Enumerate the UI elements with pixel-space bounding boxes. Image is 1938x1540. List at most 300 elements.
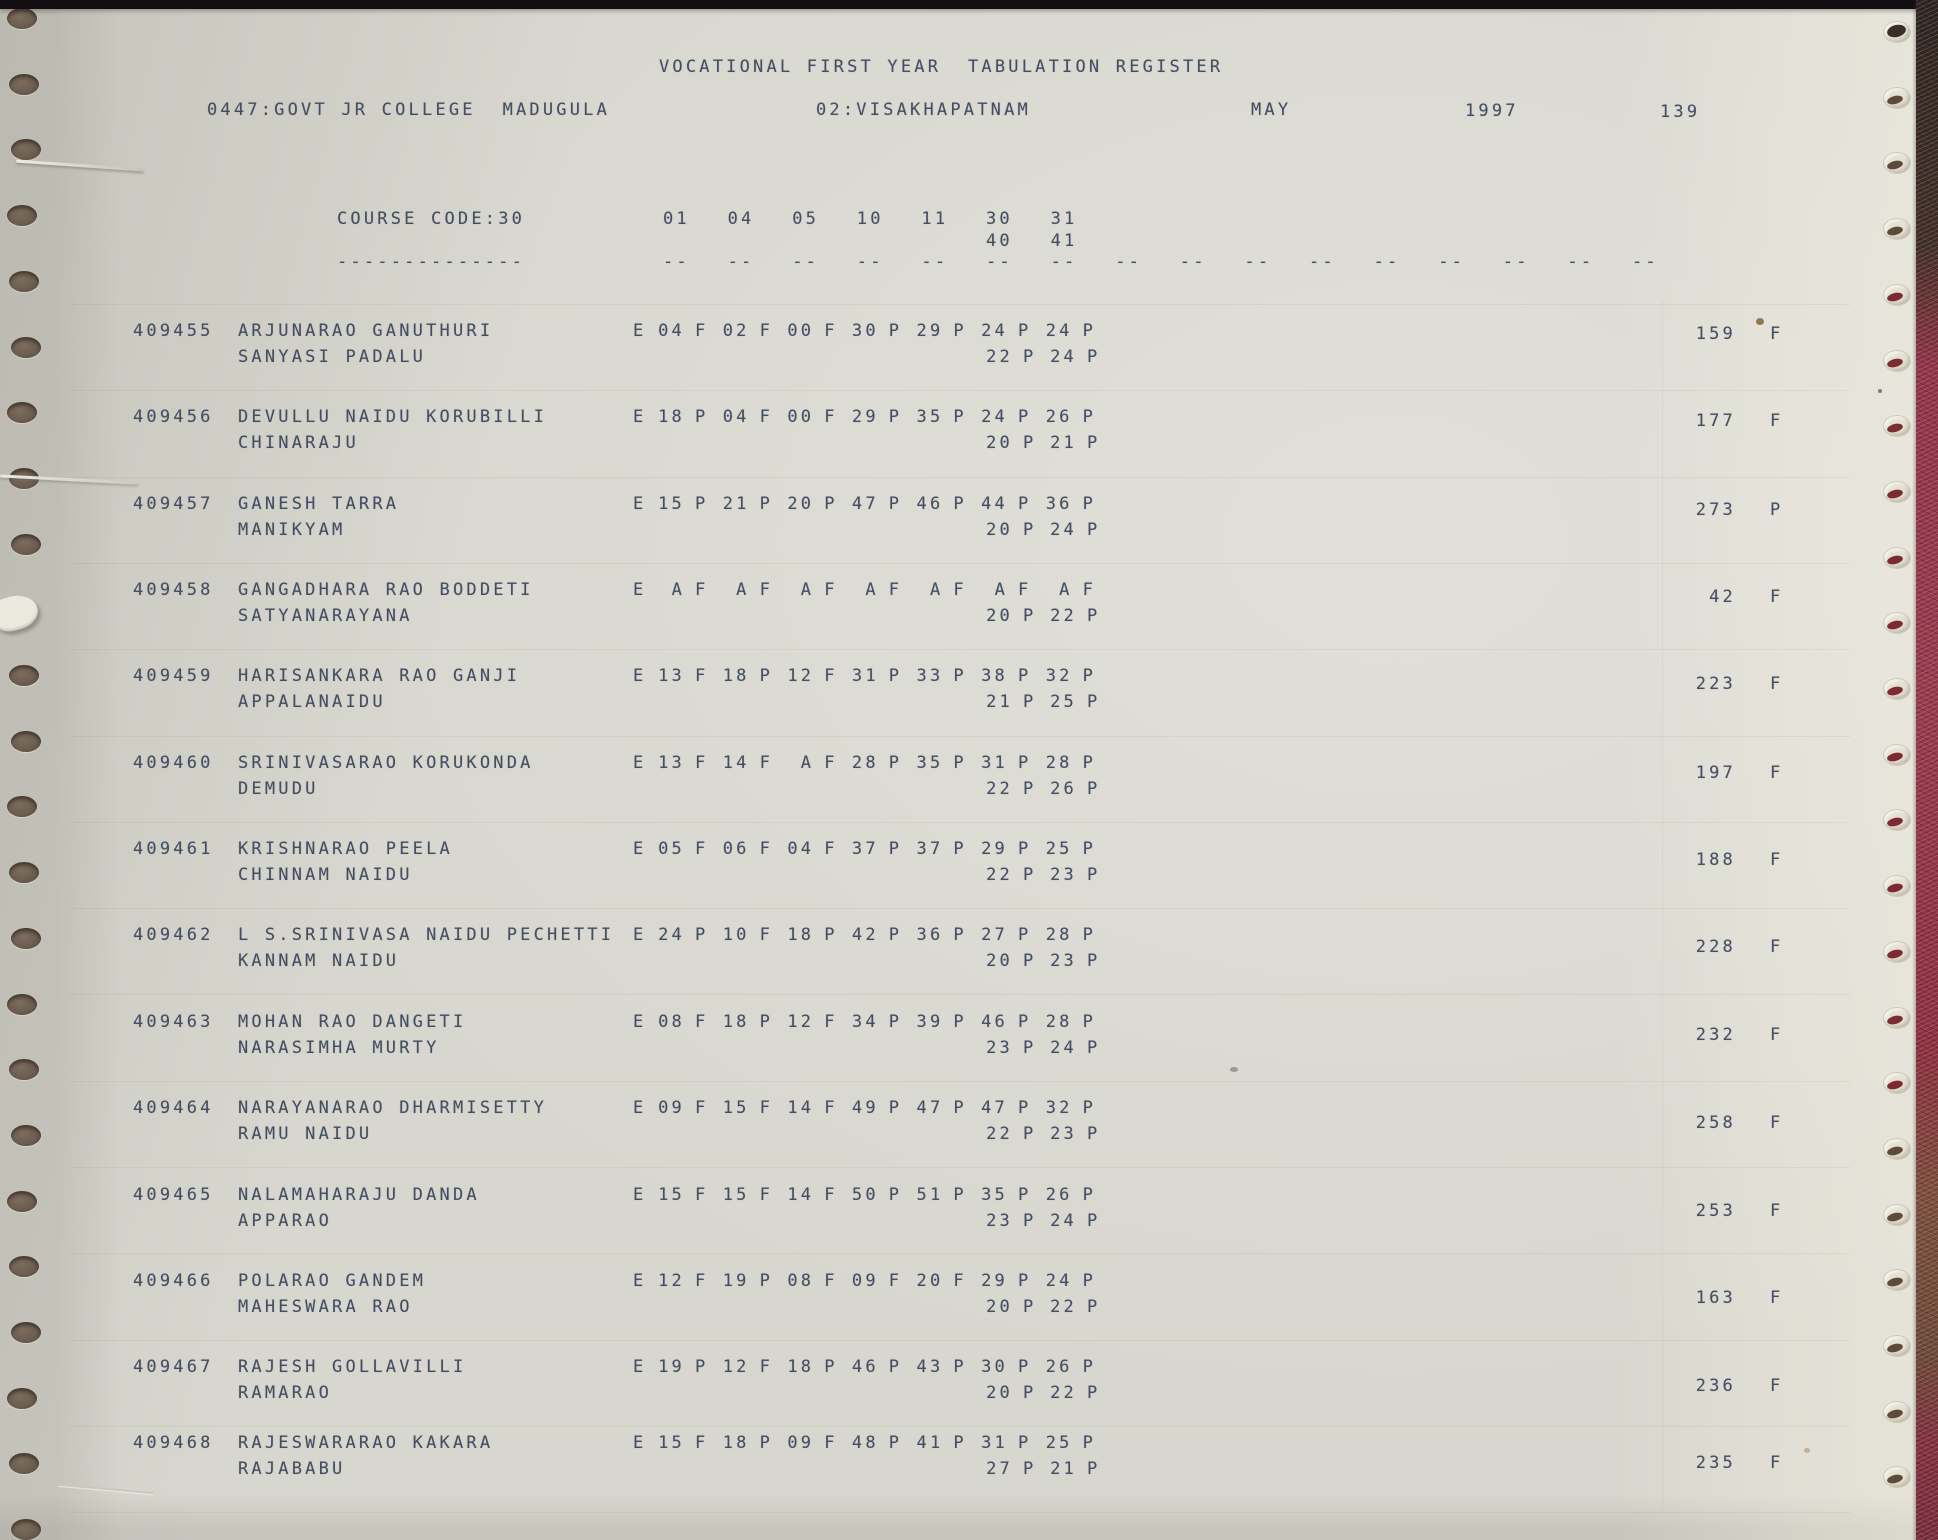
mark-grade: F bbox=[695, 1185, 709, 1205]
mark-value: 46 bbox=[981, 1012, 1008, 1032]
faint-rule bbox=[70, 1340, 1850, 1341]
mark-grade: P bbox=[1082, 1012, 1097, 1032]
mark-grade: F bbox=[759, 925, 774, 945]
mark-grade-second: P bbox=[1087, 692, 1101, 712]
total-marks: 163 bbox=[1695, 1288, 1736, 1308]
sprocket-hole bbox=[1884, 679, 1910, 699]
mark-value-second: 27 bbox=[986, 1459, 1013, 1479]
student-name-line2: MAHESWARA RAO bbox=[238, 1297, 413, 1317]
subject-code-second: 40 bbox=[986, 231, 1013, 251]
mark-value-second: 22 bbox=[1050, 606, 1077, 626]
faint-rule bbox=[70, 649, 1850, 650]
mark-value: 37 bbox=[851, 839, 879, 859]
mark-grade: P bbox=[695, 494, 709, 514]
sprocket-hole bbox=[7, 205, 37, 226]
hole-shadow bbox=[1886, 225, 1903, 237]
mark-grade: F bbox=[695, 1012, 709, 1032]
mark-value: 18 bbox=[658, 407, 685, 427]
mark-value: 12 bbox=[722, 1357, 750, 1377]
mark-value: 05 bbox=[658, 839, 685, 859]
mark-value: 26 bbox=[1045, 1185, 1073, 1205]
mark-grade: F bbox=[1018, 580, 1032, 600]
mark-value: 29 bbox=[916, 321, 944, 341]
student-name-line1: RAJESH GOLLAVILLI bbox=[238, 1357, 467, 1377]
mark-grade: P bbox=[953, 494, 967, 514]
mark-value: 43 bbox=[916, 1357, 944, 1377]
scan-edge-top bbox=[0, 0, 1938, 9]
mark-value: 36 bbox=[1045, 494, 1073, 514]
sprocket-hole bbox=[1884, 22, 1910, 42]
mark-value: 08 bbox=[658, 1012, 685, 1032]
paper-speck bbox=[1756, 318, 1764, 325]
medium-code: E bbox=[633, 839, 647, 859]
mark-value-second: 22 bbox=[986, 1124, 1013, 1144]
mark-grade-second: P bbox=[1087, 347, 1101, 367]
mark-grade-second: P bbox=[1087, 779, 1101, 799]
mark-grade-second: P bbox=[1023, 865, 1037, 885]
register-row bbox=[0, 580, 1938, 640]
page-title: VOCATIONAL FIRST YEAR TABULATION REGISTER bbox=[659, 57, 1224, 77]
mark-value: 10 bbox=[722, 925, 750, 945]
student-name-line1: NALAMAHARAJU DANDA bbox=[238, 1185, 480, 1205]
mark-value: 15 bbox=[658, 1433, 685, 1453]
mark-value: 47 bbox=[851, 494, 879, 514]
sprocket-hole bbox=[1884, 482, 1910, 502]
student-name-line2: RAMU NAIDU bbox=[238, 1124, 373, 1144]
mark-grade: P bbox=[953, 1012, 967, 1032]
mark-value: 06 bbox=[722, 839, 750, 859]
mark-value: 48 bbox=[851, 1433, 879, 1453]
mark-value-second: 23 bbox=[1050, 951, 1077, 971]
mark-value: 18 bbox=[787, 925, 815, 945]
mark-value-second: 23 bbox=[986, 1038, 1013, 1058]
sprocket-hole bbox=[1884, 876, 1910, 896]
register-row bbox=[0, 1185, 1938, 1245]
mark-grade: P bbox=[1018, 321, 1032, 341]
mark-grade: F bbox=[695, 321, 709, 341]
mark-grade: F bbox=[824, 839, 838, 859]
mark-grade: P bbox=[888, 753, 903, 773]
mark-grade: P bbox=[824, 1357, 838, 1377]
column-dash: -- bbox=[1567, 252, 1595, 272]
mark-value: 49 bbox=[851, 1098, 879, 1118]
mark-value: 51 bbox=[916, 1185, 944, 1205]
mark-value: 31 bbox=[851, 666, 879, 686]
mark-grade: F bbox=[759, 580, 774, 600]
mark-value: 00 bbox=[787, 407, 815, 427]
mark-grade: P bbox=[759, 1433, 774, 1453]
mark-value: 28 bbox=[1045, 925, 1073, 945]
student-name-line2: RAJABABU bbox=[238, 1459, 346, 1479]
mark-value: 35 bbox=[916, 753, 944, 773]
total-marks: 273 bbox=[1695, 500, 1736, 520]
mark-grade: P bbox=[953, 1357, 967, 1377]
medium-code: E bbox=[633, 753, 647, 773]
register-row bbox=[0, 753, 1938, 813]
result-flag: F bbox=[1770, 1201, 1784, 1221]
registration-number: 409455 bbox=[133, 321, 214, 341]
medium-code: E bbox=[633, 1185, 647, 1205]
sprocket-hole bbox=[7, 1388, 37, 1409]
mark-value: 29 bbox=[851, 407, 879, 427]
mark-grade: P bbox=[953, 753, 967, 773]
register-row bbox=[0, 1357, 1938, 1417]
mark-grade: F bbox=[824, 753, 838, 773]
mark-grade: P bbox=[824, 925, 838, 945]
column-dash: -- bbox=[1050, 252, 1078, 272]
result-flag: F bbox=[1770, 411, 1784, 431]
sprocket-hole bbox=[1884, 285, 1910, 305]
mark-value: 12 bbox=[658, 1271, 685, 1291]
registration-number: 409464 bbox=[133, 1098, 214, 1118]
exam-year: 1997 bbox=[1465, 101, 1519, 121]
mark-grade-second: P bbox=[1087, 1038, 1101, 1058]
column-dash: -- bbox=[792, 252, 820, 272]
faint-rule bbox=[70, 1167, 1850, 1168]
mark-value: A bbox=[800, 753, 815, 773]
mark-value: 38 bbox=[981, 666, 1008, 686]
mark-grade: P bbox=[1082, 1357, 1097, 1377]
mark-value: 29 bbox=[981, 839, 1008, 859]
mark-value: 25 bbox=[1045, 1433, 1073, 1453]
faint-rule bbox=[70, 1253, 1850, 1254]
mark-grade: P bbox=[888, 1012, 903, 1032]
mark-value: A bbox=[994, 580, 1008, 600]
mark-grade: P bbox=[953, 839, 967, 859]
mark-value: 25 bbox=[1045, 839, 1073, 859]
mark-value: 18 bbox=[787, 1357, 815, 1377]
student-name-line2: DEMUDU bbox=[238, 779, 319, 799]
mark-value: 19 bbox=[658, 1357, 685, 1377]
total-marks: 42 bbox=[1709, 587, 1736, 607]
mark-value: 24 bbox=[1045, 321, 1073, 341]
mark-value: 27 bbox=[981, 925, 1008, 945]
student-name-line2: NARASIMHA MURTY bbox=[238, 1038, 440, 1058]
hole-shadow bbox=[1886, 160, 1903, 172]
sprocket-hole bbox=[11, 1125, 41, 1146]
mark-value: 21 bbox=[722, 494, 750, 514]
registration-number: 409456 bbox=[133, 407, 214, 427]
faint-rule bbox=[70, 994, 1850, 995]
mark-grade-second: P bbox=[1023, 1459, 1037, 1479]
mark-value: A bbox=[865, 580, 879, 600]
mark-value: 04 bbox=[787, 839, 815, 859]
hole-shadow bbox=[1886, 817, 1903, 829]
column-dash: -- bbox=[727, 252, 755, 272]
mark-value: 12 bbox=[787, 666, 815, 686]
mark-grade-second: P bbox=[1023, 1383, 1037, 1403]
student-name-line1: DEVULLU NAIDU KORUBILLI bbox=[238, 407, 548, 427]
result-flag: P bbox=[1770, 500, 1784, 520]
student-name-line2: CHINARAJU bbox=[238, 433, 359, 453]
student-name-line2: MANIKYAM bbox=[238, 520, 346, 540]
mark-value: 24 bbox=[658, 925, 685, 945]
mark-grade: F bbox=[759, 407, 774, 427]
mark-value: 35 bbox=[916, 407, 944, 427]
sprocket-hole bbox=[7, 994, 37, 1015]
mark-value: 14 bbox=[787, 1185, 815, 1205]
mark-value-second: 26 bbox=[1050, 779, 1077, 799]
mark-grade: F bbox=[695, 1433, 709, 1453]
mark-grade-second: P bbox=[1023, 520, 1037, 540]
total-marks: 228 bbox=[1695, 937, 1736, 957]
mark-grade: F bbox=[695, 753, 709, 773]
binder-cloth-edge bbox=[1916, 0, 1938, 1540]
mark-grade: P bbox=[888, 1357, 903, 1377]
hole-shadow bbox=[1886, 488, 1903, 500]
hole-shadow bbox=[1886, 619, 1903, 631]
mark-value: 18 bbox=[722, 666, 750, 686]
total-marks: 253 bbox=[1695, 1201, 1736, 1221]
subject-code-second: 41 bbox=[1050, 231, 1078, 251]
mark-value-second: 23 bbox=[986, 1211, 1013, 1231]
mark-grade: F bbox=[824, 1271, 838, 1291]
mark-value: 44 bbox=[981, 494, 1008, 514]
mark-grade: P bbox=[953, 925, 967, 945]
total-marks: 223 bbox=[1695, 674, 1736, 694]
column-dash: -- bbox=[1373, 252, 1401, 272]
mark-value: 34 bbox=[851, 1012, 879, 1032]
student-name-line1: POLARAO GANDEM bbox=[238, 1271, 427, 1291]
mark-grade: P bbox=[1082, 407, 1097, 427]
student-name-line2: RAMARAO bbox=[238, 1383, 333, 1403]
result-flag: F bbox=[1770, 1113, 1784, 1133]
mark-value: 47 bbox=[916, 1098, 944, 1118]
sprocket-hole bbox=[1884, 942, 1910, 962]
mark-value-second: 21 bbox=[1050, 1459, 1077, 1479]
mark-value-second: 20 bbox=[986, 1297, 1013, 1317]
column-dash: -- bbox=[1632, 252, 1659, 272]
mark-grade-second: P bbox=[1023, 951, 1037, 971]
hole-shadow bbox=[1886, 1342, 1903, 1354]
mark-value: 13 bbox=[658, 753, 685, 773]
mark-grade: F bbox=[695, 666, 709, 686]
mark-grade-second: P bbox=[1087, 520, 1101, 540]
total-marks: 236 bbox=[1695, 1376, 1736, 1396]
mark-value: 28 bbox=[1045, 1012, 1073, 1032]
registration-number: 409465 bbox=[133, 1185, 214, 1205]
mark-grade: F bbox=[695, 1271, 709, 1291]
mark-grade-second: P bbox=[1087, 865, 1101, 885]
mark-grade: F bbox=[824, 1185, 838, 1205]
total-marks: 188 bbox=[1695, 850, 1736, 870]
mark-grade: F bbox=[824, 407, 838, 427]
register-row bbox=[0, 407, 1938, 467]
hole-shadow bbox=[1886, 357, 1903, 369]
column-dash: -- bbox=[856, 252, 884, 272]
mark-grade: P bbox=[888, 1185, 903, 1205]
mark-grade: F bbox=[695, 1098, 709, 1118]
mark-value: 09 bbox=[787, 1433, 815, 1453]
mark-grade-second: P bbox=[1023, 1211, 1037, 1231]
medium-code: E bbox=[633, 321, 647, 341]
sprocket-hole bbox=[1884, 1139, 1910, 1159]
mark-grade-second: P bbox=[1023, 347, 1037, 367]
medium-code: E bbox=[633, 1271, 647, 1291]
medium-code: E bbox=[633, 925, 647, 945]
medium-code: E bbox=[633, 580, 647, 600]
register-row bbox=[0, 1271, 1938, 1331]
mark-grade: F bbox=[759, 1098, 774, 1118]
student-name-line1: KRISHNARAO PEELA bbox=[238, 839, 453, 859]
paper-speck bbox=[1804, 1448, 1810, 1453]
medium-code: E bbox=[633, 1433, 647, 1453]
mark-value: 24 bbox=[1045, 1271, 1073, 1291]
mark-value: 15 bbox=[722, 1098, 750, 1118]
mark-value: A bbox=[929, 580, 944, 600]
student-name-line1: GANGADHARA RAO BODDETI bbox=[238, 580, 534, 600]
sprocket-hole bbox=[9, 665, 39, 686]
subject-code: 11 bbox=[921, 209, 949, 229]
result-flag: F bbox=[1770, 324, 1784, 344]
mark-value: A bbox=[800, 580, 815, 600]
mark-value: 15 bbox=[658, 1185, 685, 1205]
faint-rule bbox=[70, 1426, 1850, 1427]
total-marks: 235 bbox=[1695, 1453, 1736, 1473]
mark-grade: F bbox=[695, 580, 709, 600]
mark-grade: P bbox=[888, 1433, 903, 1453]
mark-grade: F bbox=[695, 839, 709, 859]
sprocket-hole bbox=[1884, 1008, 1910, 1028]
mark-grade: P bbox=[1018, 1271, 1032, 1291]
sprocket-hole bbox=[1884, 351, 1910, 371]
mark-value-second: 20 bbox=[986, 1383, 1013, 1403]
mark-value: 13 bbox=[658, 666, 685, 686]
total-marks: 197 bbox=[1695, 763, 1736, 783]
mark-grade: F bbox=[824, 1433, 838, 1453]
hole-shadow bbox=[1886, 554, 1903, 566]
mark-value-second: 22 bbox=[986, 779, 1013, 799]
mark-value: 39 bbox=[916, 1012, 944, 1032]
hole-shadow bbox=[1886, 1079, 1903, 1091]
student-name-line1: MOHAN RAO DANGETI bbox=[238, 1012, 467, 1032]
mark-grade: F bbox=[759, 753, 774, 773]
mark-grade-second: P bbox=[1023, 1124, 1037, 1144]
result-flag: F bbox=[1770, 587, 1784, 607]
mark-grade: P bbox=[1018, 1433, 1032, 1453]
mark-grade: P bbox=[953, 1185, 967, 1205]
registration-number: 409460 bbox=[133, 753, 214, 773]
hole-shadow bbox=[1886, 23, 1907, 39]
mark-grade: P bbox=[888, 839, 903, 859]
mark-grade: P bbox=[824, 494, 838, 514]
mark-value: 28 bbox=[851, 753, 879, 773]
mark-value: 30 bbox=[981, 1357, 1008, 1377]
faint-rule bbox=[70, 1081, 1850, 1082]
mark-grade: P bbox=[1018, 925, 1032, 945]
mark-grade: P bbox=[1018, 666, 1032, 686]
mark-grade: P bbox=[759, 1271, 774, 1291]
mark-value-second: 22 bbox=[986, 347, 1013, 367]
mark-value: 08 bbox=[787, 1271, 815, 1291]
hole-shadow bbox=[1886, 685, 1903, 697]
mark-grade: P bbox=[1082, 321, 1097, 341]
exam-month: MAY bbox=[1251, 100, 1292, 120]
mark-grade: F bbox=[824, 1012, 838, 1032]
hole-shadow bbox=[1886, 751, 1903, 763]
mark-grade: P bbox=[888, 321, 903, 341]
registration-number: 409458 bbox=[133, 580, 214, 600]
mark-value-second: 24 bbox=[1050, 347, 1077, 367]
mark-value: 37 bbox=[916, 839, 944, 859]
sprocket-hole bbox=[1884, 548, 1910, 568]
student-name-line1: L S.SRINIVASA NAIDU PECHETTI bbox=[238, 925, 615, 945]
registration-number: 409462 bbox=[133, 925, 214, 945]
mark-grade: F bbox=[759, 1357, 774, 1377]
mark-grade: F bbox=[759, 839, 774, 859]
mark-grade-second: P bbox=[1023, 606, 1037, 626]
mark-value: 09 bbox=[851, 1271, 879, 1291]
mark-value-second: 22 bbox=[986, 865, 1013, 885]
mark-grade-second: P bbox=[1087, 1383, 1101, 1403]
student-name-line2: SANYASI PADALU bbox=[238, 347, 427, 367]
mark-grade: P bbox=[759, 1012, 774, 1032]
sprocket-hole bbox=[9, 74, 39, 95]
result-flag: F bbox=[1770, 763, 1784, 783]
mark-value-second: 20 bbox=[986, 606, 1013, 626]
total-marks: 159 bbox=[1695, 324, 1736, 344]
mark-grade-second: P bbox=[1087, 1211, 1101, 1231]
register-row bbox=[0, 666, 1938, 726]
mark-value-second: 23 bbox=[1050, 865, 1077, 885]
mark-value: 35 bbox=[981, 1185, 1008, 1205]
faint-rule bbox=[70, 304, 1850, 305]
mark-grade: F bbox=[1082, 580, 1097, 600]
result-flag: F bbox=[1770, 1025, 1784, 1045]
mark-grade: P bbox=[1082, 1271, 1097, 1291]
mark-grade: F bbox=[824, 666, 838, 686]
mark-grade: F bbox=[824, 580, 838, 600]
mark-grade: P bbox=[888, 494, 903, 514]
mark-grade: F bbox=[888, 1271, 903, 1291]
sprocket-hole bbox=[1884, 745, 1910, 765]
mark-grade: P bbox=[1018, 1012, 1032, 1032]
mark-value: 15 bbox=[722, 1185, 750, 1205]
column-dash: -- bbox=[1115, 252, 1143, 272]
subject-code: 10 bbox=[856, 209, 884, 229]
mark-grade-second: P bbox=[1023, 433, 1037, 453]
mark-value: 50 bbox=[851, 1185, 879, 1205]
mark-grade: F bbox=[759, 1185, 774, 1205]
result-flag: F bbox=[1770, 850, 1784, 870]
medium-code: E bbox=[633, 1098, 647, 1118]
mark-value: 33 bbox=[916, 666, 944, 686]
mark-value-second: 21 bbox=[986, 692, 1013, 712]
mark-value-second: 24 bbox=[1050, 520, 1077, 540]
total-marks: 177 bbox=[1695, 411, 1736, 431]
mark-grade-second: P bbox=[1087, 433, 1101, 453]
mark-grade: P bbox=[1018, 753, 1032, 773]
mark-value: 18 bbox=[722, 1012, 750, 1032]
course-code-label: COURSE CODE:30 bbox=[337, 209, 526, 229]
faint-rule bbox=[70, 736, 1850, 737]
mark-grade: P bbox=[1082, 1433, 1097, 1453]
student-name-line1: RAJESWARARAO KAKARA bbox=[238, 1433, 494, 1453]
sprocket-hole bbox=[7, 1191, 37, 1212]
mark-value: 26 bbox=[1045, 1357, 1073, 1377]
mark-value: 12 bbox=[787, 1012, 815, 1032]
faint-rule bbox=[70, 1512, 1850, 1513]
mark-value: 20 bbox=[916, 1271, 944, 1291]
hole-shadow bbox=[1886, 291, 1903, 303]
registration-number: 409457 bbox=[133, 494, 214, 514]
result-flag: F bbox=[1770, 1453, 1784, 1473]
mark-value-second: 22 bbox=[1050, 1297, 1077, 1317]
mark-value-second: 23 bbox=[1050, 1124, 1077, 1144]
mark-grade: P bbox=[1082, 839, 1097, 859]
mark-grade: P bbox=[953, 1098, 967, 1118]
mark-grade: F bbox=[888, 580, 903, 600]
